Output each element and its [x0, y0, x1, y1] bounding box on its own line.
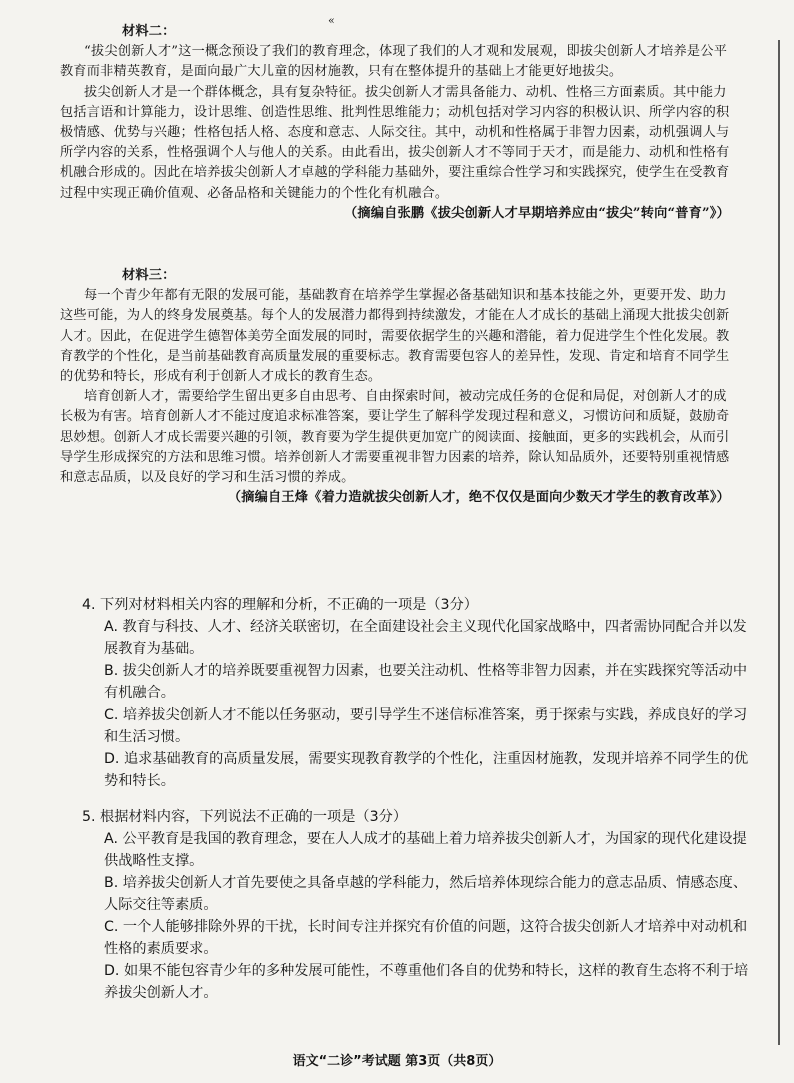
question-4-option-b: B. 拔尖创新人才的培养既要重视智力因素，也要关注动机、性格等非智力因素，并在实践探究等活动中有机融合。: [104, 663, 748, 701]
top-mark: «: [328, 14, 335, 27]
question-5-stem: 5. 根据材料内容，下列说法不正确的一项是（3分）: [82, 809, 408, 825]
question-5-option-b: B. 培养拔尖创新人才首先要使之具备卓越的学科能力，然后培养体现综合能力的意志品质、情感态度、人际交往等素质。: [104, 875, 748, 913]
question-4: [82, 594, 754, 792]
material-three-heading: 材料三：: [122, 268, 176, 283]
question-4-option-c: C. 培养拔尖创新人才不能以任务驱动，要引导学生不迷信标准答案，勇于探索与实践，养成良好的学习和生活习惯。: [104, 707, 748, 745]
page-footer: 语文“二诊”考试题 第3页（共8页）: [292, 1054, 502, 1069]
material-three-source: （摘编自王烽《着力造就拔尖创新人才，绝不仅仅是面向少数天才学生的教育改革》）: [227, 490, 730, 506]
material-three-paragraph-2: 培育创新人才，需要给学生留出更多自由思考、自由探索时间，被动完成任务的仓促和局促，对创新人才的成长极为有害。培育创新人才不能过度追求标准答案，要让学生了解科学发现过程和意义，习惯访问和质疑，鼓励奇思妙想。创新人才成长需要兴趣的引领，教育要为学生提供更加宽广的阅读面、接触面，更多的实践机会，从而引导学生形成探究的方法和思维习惯。培养创新人才需要重视非智力因素的培养，除认知品质外，还要特别重视情感和意志品质，以及良好的学习和生活习惯的养成。: [60, 389, 730, 486]
question-5-option-c: C. 一个人能够排除外界的干扰，长时间专注并探究有价值的问题，这符合拔尖创新人才培养中对动机和性格的素质要求。: [104, 919, 748, 957]
material-two-paragraph-1: “拔尖创新人才”这一概念预设了我们的教育理念，体现了我们的人才观和发展观，即拔尖创新人才培养是公平教育而非精英教育，是面向最广大儿童的因材施教，只有在整体提升的基础上才能更好地拔尖。: [60, 44, 728, 80]
question-4-stem: 4. 下列对材料相关内容的理解和分析，不正确的一项是（3分）: [82, 597, 478, 613]
question-5-option-a: A. 公平教育是我国的教育理念，要在人人成才的基础上着力培养拔尖创新人才，为国家的现代化建设提供战略性支撑。: [104, 831, 747, 869]
binding-line: [778, 40, 780, 1045]
material-two: [60, 22, 730, 224]
question-4-option-d: D. 追求基础教育的高质量发展，需要实现教育教学的个性化，注重因材施教，发现并培养不同学生的优势和特长。: [104, 751, 749, 789]
question-5: [82, 806, 754, 1004]
material-two-source: （摘编自张鹏《拔尖创新人才早期培养应由“拔尖”转向“普育”》）: [343, 205, 730, 221]
question-4-option-a: A. 教育与科技、人才、经济关联密切，在全面建设社会主义现代化国家战略中，四者需协同配合并以发展教育为基础。: [104, 619, 747, 657]
material-three: [60, 266, 730, 508]
material-two-heading: 材料二：: [122, 24, 176, 39]
material-two-paragraph-2: 拔尖创新人才是一个群体概念，具有复杂特征。拔尖创新人才需具备能力、动机、性格三方面素质。其中能力包括言语和计算能力，设计思维、创造性思维、批判性思维能力；动机包括对学习内容的积极认识、所学内容的积极情感、优势与兴趣；性格包括人格、态度和意志、人际交往。其中，动机和性格属于非智力因素，动机强调人与所学内容的关系，性格强调个人与他人的关系。由此看出，拔尖创新人才不等同于天才，而是能力、动机和性格有机融合形成的。因此在培养拔尖创新人才卓越的学科能力基础外，要注重综合性学习和实践探究，使学生在受教育过程中实现正确价值观、必备品格和关键能力的个性化有机融合。: [60, 84, 730, 201]
question-5-option-d: D. 如果不能包容青少年的多种发展可能性，不尊重他们各自的优势和特长，这样的教育生态将不利于培养拔尖创新人才。: [104, 963, 749, 1001]
material-three-paragraph-1: 每一个青少年都有无限的发展可能，基础教育在培养学生掌握必备基础知识和基本技能之外，更要开发、助力这些可能，为人的终身发展奠基。每个人的发展潜力都得到持续激发，才能在人才成长的基础上涌现大批拔尖创新人才。因此，在促进学生德智体美劳全面发展的同时，需要依据学生的兴趣和潜能，着力促进学生个性化发展。教育教学的个性化，是当前基础教育高质量发展的重要标志。教育需要包容人的差异性，发现、肯定和培育不同学生的优势和特长，形成有利于创新人才成长的教育生态。: [60, 288, 730, 385]
